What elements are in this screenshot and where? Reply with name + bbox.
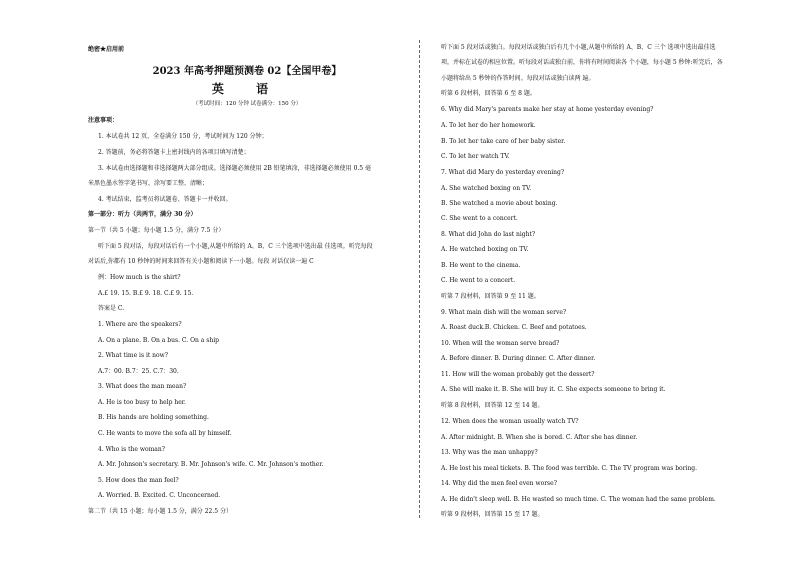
text-line: 2. 答题前，务必将答题卡上密封线内的各项目填写清楚；	[98, 149, 250, 156]
text-line: A. He watched boxing on TV.	[441, 246, 529, 253]
text-line: 听第 7 段材料，回答第 9 至 11 题。	[441, 293, 540, 300]
text-line: A. She watched boxing on TV.	[441, 185, 532, 192]
text-line: C. She went to a concert.	[441, 215, 518, 222]
text-line: A. Worried. B. Excited. C. Unconcerned.	[98, 492, 221, 499]
text-line: 听下面 5 段对话，每段对话后有一个小题,从题中所给的 A、B、C 三个选项中选出最 佳选项。听完每段	[98, 243, 373, 250]
text-line: 第二节（共 15 小题；每小题 1.5 分，满分 22.5 分）	[88, 508, 232, 515]
text-line: 项，并标在试卷的相应位置。听每段对话或独白前，你将有时间阅读各 个小题，每小题 5 秒钟:听完后，各	[441, 59, 723, 66]
text-line: 4. Who is the woman?	[98, 446, 165, 453]
text-line: 2. What time is it now?	[98, 352, 169, 359]
text-line: 例：How much is the shirt?	[98, 274, 181, 281]
text-line: C. He went to a concert.	[441, 277, 516, 284]
text-line: 8. What did John do last night?	[441, 231, 536, 238]
text-line: A.£ 19. 15. B.£ 9. 18. C.£ 9. 15.	[98, 290, 194, 297]
text-line: A. He didn't sleep well. B. He wasted so much time. C. The woman had the same problem.	[441, 496, 716, 503]
text-line: 米黑色墨水签字笔书写，涂写要工整、清晰；	[88, 180, 209, 187]
text-line: 第一节（共 5 小题；每小题 1.5 分，满分 7.5 分）	[88, 227, 225, 234]
text-line: A. To let her do her homework.	[441, 122, 536, 129]
subject-title: 英 语	[211, 82, 283, 96]
text-line: B. His hands are holding something.	[98, 414, 209, 421]
text-line: 第一部分：听力（共两节，满分 30 分）	[88, 211, 197, 218]
exam-note: （考试时间：120 分钟 试卷满分：150 分）	[192, 101, 302, 107]
text-line: C. To let her watch TV.	[441, 153, 510, 160]
text-line: 小题将给出 5 秒钟的作答时间。每段对话或独白读两 遍。	[441, 75, 595, 82]
text-line: A.7：00. B.7：25. C.7：30.	[98, 368, 179, 375]
secret-label: 绝密★启用前	[88, 46, 125, 53]
text-line: 5. How does the man feel?	[98, 477, 179, 484]
text-line: B. He went to the cinema.	[441, 262, 521, 269]
text-line: 12. When does the woman usually watch TV?	[441, 418, 579, 425]
exam-title: 2023 年高考押题预测卷 02【全国甲卷】	[152, 66, 342, 77]
text-line: C. He wants to move the sofa all by himself.	[98, 430, 232, 437]
text-line: A. Roast duck.B. Chicken. C. Beef and potatoes.	[441, 324, 587, 331]
text-line: 11. How will the woman probably get the dessert?	[441, 371, 595, 378]
text-line: B. She watched a movie about boxing.	[441, 200, 558, 207]
text-line: A. Mr. Johnson's secretary. B. Mr. Johnson's wife. C. Mr. Johnson's mother.	[98, 461, 324, 468]
text-line: A. After midnight. B. When she is bored. C. After she has dinner.	[441, 434, 638, 441]
column-divider	[419, 40, 420, 518]
text-line: 3. 本试卷由选择题和非选择题两大部分组成。选择题必须使用 2B 铅笔填涂，非选择题必须使用 0.5 毫	[98, 165, 372, 172]
text-line: 答案是 C.	[98, 305, 125, 312]
text-line: 4. 考试结束，监考员将试题卷、答题卡一并收回。	[98, 196, 232, 203]
text-line: 9. What main dish will the woman serve?	[441, 309, 567, 316]
text-line: A. On a plane. B. On a bus. C. On a ship	[98, 337, 219, 344]
text-line: 注意事项：	[88, 117, 119, 124]
text-line: 10. When will the woman serve bread?	[441, 340, 560, 347]
text-line: 1. Where are the speakers?	[98, 321, 182, 328]
text-line: 6. Why did Mary's parents make her stay at home yesterday evening?	[441, 106, 654, 113]
text-line: 14. Why did the men feel even worse?	[441, 480, 557, 487]
text-line: 听第 6 段材料，回答第 6 至 8 题。	[441, 90, 536, 97]
text-line: 7. What did Mary do yesterday evening?	[441, 169, 565, 176]
text-line: A. She will make it. B. She will buy it. C. She expects someone to bring it.	[441, 386, 666, 393]
text-line: 听第 8 段材料，回答第 12 至 14 题。	[441, 402, 544, 409]
text-line: 13. Why was the man unhappy?	[441, 449, 538, 456]
text-line: A. Before dinner. B. During dinner. C. After dinner.	[441, 355, 596, 362]
text-line: A. He lost his meal tickets. B. The food was terrible. C. The TV program was boring.	[441, 465, 698, 472]
text-line: 听第 9 段材料，回答第 15 至 17 题。	[441, 511, 544, 518]
text-line: 对话后,你都有 10 秒钟的时间来回答有关小题和阅读下一小题。每段 对话仅读一遍 C	[88, 258, 314, 265]
text-line: B. To let her take care of her baby sister.	[441, 138, 566, 145]
text-line: 1. 本试卷共 12 页，全卷满分 150 分，考试时间为 120 分钟；	[98, 133, 268, 140]
text-line: 3. What does the man mean?	[98, 383, 187, 390]
text-line: A. He is too busy to help her.	[98, 399, 186, 406]
text-line: 听下面 5 段对话或独白。每段对话或独白后有几个小题,从题中所给的 A、B、C 三个 选项中选出最佳选	[441, 44, 716, 51]
